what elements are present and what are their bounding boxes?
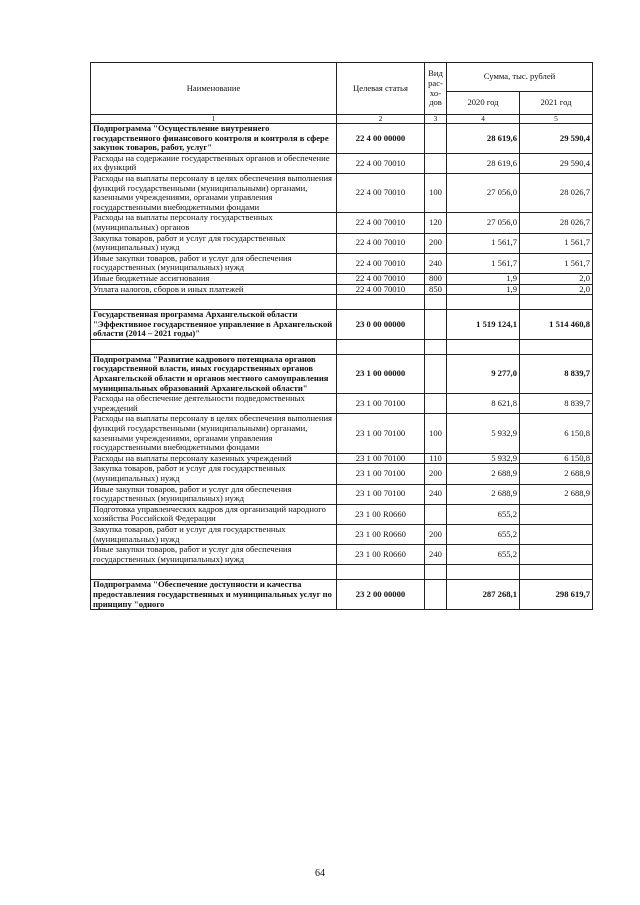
amount-2020-cell: 9 277,0 [447, 354, 520, 393]
header-year-2020: 2020 год [447, 92, 520, 115]
empty-cell [425, 339, 447, 354]
expense-type-cell [425, 394, 447, 414]
empty-cell [337, 339, 425, 354]
target-code-cell: 23 1 00 70100 [337, 414, 425, 453]
empty-cell [337, 295, 425, 310]
expense-type-cell [425, 153, 447, 173]
table-row [91, 233, 593, 253]
amount-2020-cell: 1 561,7 [447, 233, 520, 253]
target-code-cell: 23 1 00 R0660 [337, 504, 425, 524]
target-code-cell: 23 1 00 R0660 [337, 524, 425, 544]
empty-cell [520, 339, 593, 354]
amount-2021-cell [520, 545, 593, 565]
empty-cell [447, 339, 520, 354]
empty-cell [425, 565, 447, 580]
table-row [91, 414, 593, 453]
target-code-cell: 23 2 00 00000 [337, 580, 425, 610]
amount-2021-cell: 1 561,7 [520, 233, 593, 253]
name-cell: Иные закупки товаров, работ и услуг для обеспечения государственных (муниципальных) нужд [91, 545, 337, 565]
amount-2021-cell: 29 590,4 [520, 153, 593, 173]
name-cell: Закупка товаров, работ и услуг для государственных (муниципальных) нужд [91, 233, 337, 253]
amount-2021-cell: 8 839,7 [520, 354, 593, 393]
expense-type-cell: 110 [425, 453, 447, 464]
expense-type-cell [425, 354, 447, 393]
amount-2020-cell: 2 688,9 [447, 464, 520, 484]
amount-2020-cell: 655,2 [447, 545, 520, 565]
name-cell: Расходы на выплаты персоналу в целях обеспечения выполнения функций государственными (муниципальными) органами, казенными учреждениями, органами управления государственными внебюджетными фондами [91, 173, 337, 212]
amount-2020-cell: 5 932,9 [447, 453, 520, 464]
amount-2021-cell: 2 688,9 [520, 484, 593, 504]
table-row [91, 545, 593, 565]
amount-2021-cell: 8 839,7 [520, 394, 593, 414]
target-code-cell: 23 1 00 70100 [337, 464, 425, 484]
name-cell: Подпрограмма "Обеспечение доступности и качества предоставления государственных и муниципальных услуг по принципу "одного [91, 580, 337, 610]
table-row [91, 464, 593, 484]
table-row [91, 253, 593, 273]
expense-type-cell: 200 [425, 524, 447, 544]
name-cell: Подготовка управленческих кадров для организаций народного хозяйства Российской Федерации [91, 504, 337, 524]
target-code-cell: 23 1 00 00000 [337, 354, 425, 393]
table-row [91, 153, 593, 173]
amount-2021-cell: 2 688,9 [520, 464, 593, 484]
column-numbers-row [91, 115, 593, 124]
name-cell: Закупка товаров, работ и услуг для государственных (муниципальных) нужд [91, 524, 337, 544]
table-row [91, 124, 593, 154]
expense-type-cell: 800 [425, 273, 447, 284]
column-number: 2 [337, 115, 425, 124]
amount-2020-cell: 27 056,0 [447, 173, 520, 212]
empty-cell [425, 295, 447, 310]
table-row [91, 273, 593, 284]
column-number: 5 [520, 115, 593, 124]
amount-2021-cell [520, 504, 593, 524]
expense-type-cell: 240 [425, 545, 447, 565]
name-cell: Подпрограмма "Осуществление внутреннего государственного финансового контроля и контроля в сфере закупок товаров, работ, услуг" [91, 124, 337, 154]
table-row [91, 173, 593, 212]
name-cell: Закупка товаров, работ и услуг для государственных (муниципальных) нужд [91, 464, 337, 484]
amount-2021-cell [520, 524, 593, 544]
table-row [91, 504, 593, 524]
target-code-cell: 22 4 00 70010 [337, 173, 425, 212]
amount-2021-cell: 29 590,4 [520, 124, 593, 154]
target-code-cell: 23 1 00 70100 [337, 394, 425, 414]
amount-2020-cell: 1 561,7 [447, 253, 520, 273]
table-body [91, 115, 593, 610]
column-number: 3 [425, 115, 447, 124]
expense-type-cell: 240 [425, 253, 447, 273]
header-sum: Сумма, тыс. рублей [447, 63, 593, 92]
expense-type-cell: 850 [425, 284, 447, 295]
page-number: 64 [315, 868, 325, 879]
expense-type-cell: 120 [425, 213, 447, 233]
expense-type-cell: 240 [425, 484, 447, 504]
header-type: Вид рас-хо-дов [425, 63, 447, 115]
column-number: 1 [91, 115, 337, 124]
empty-cell [91, 295, 337, 310]
empty-cell [520, 565, 593, 580]
expense-type-cell [425, 504, 447, 524]
amount-2020-cell: 1,9 [447, 284, 520, 295]
table-row [91, 524, 593, 544]
name-cell: Расходы на выплаты персоналу казенных учреждений [91, 453, 337, 464]
table-row [91, 213, 593, 233]
amount-2020-cell: 28 619,6 [447, 124, 520, 154]
empty-cell [520, 295, 593, 310]
name-cell: Государственная программа Архангельской области "Эффективное государственное управление в Архангельской области (2014 – 2021 годы)" [91, 310, 337, 340]
target-code-cell: 23 1 00 70100 [337, 453, 425, 464]
name-cell: Подпрограмма "Развитие кадрового потенциала органов государственной власти, иных государственных органов Архангельской области и органов местного самоуправления муниципальных образований Архангельской области" [91, 354, 337, 393]
amount-2020-cell: 1 519 124,1 [447, 310, 520, 340]
amount-2020-cell: 28 619,6 [447, 153, 520, 173]
budget-table [90, 62, 593, 610]
expense-type-cell: 200 [425, 464, 447, 484]
amount-2020-cell: 287 268,1 [447, 580, 520, 610]
amount-2021-cell: 1 561,7 [520, 253, 593, 273]
name-cell: Расходы на выплаты персоналу государственных (муниципальных) органов [91, 213, 337, 233]
amount-2021-cell: 28 026,7 [520, 173, 593, 212]
spacer-row [91, 339, 593, 354]
expense-type-cell: 200 [425, 233, 447, 253]
table-row [91, 580, 593, 610]
expense-type-cell [425, 124, 447, 154]
expense-type-cell: 100 [425, 414, 447, 453]
target-code-cell: 22 4 00 70010 [337, 284, 425, 295]
name-cell: Расходы на содержание государственных органов и обеспечение их функций [91, 153, 337, 173]
target-code-cell: 23 1 00 R0660 [337, 545, 425, 565]
expense-type-cell: 100 [425, 173, 447, 212]
spacer-row [91, 565, 593, 580]
table-row [91, 284, 593, 295]
amount-2020-cell: 8 621,8 [447, 394, 520, 414]
amount-2020-cell: 2 688,9 [447, 484, 520, 504]
empty-cell [91, 339, 337, 354]
name-cell: Расходы на выплаты персоналу в целях обеспечения выполнения функций государственными (муниципальными) органами, казенными учреждениями, органами управления государственными внебюджетными фондами [91, 414, 337, 453]
target-code-cell: 23 1 00 70100 [337, 484, 425, 504]
target-code-cell: 22 4 00 70010 [337, 233, 425, 253]
amount-2021-cell: 28 026,7 [520, 213, 593, 233]
amount-2021-cell: 6 150,8 [520, 414, 593, 453]
amount-2021-cell: 1 514 460,8 [520, 310, 593, 340]
expense-type-cell [425, 310, 447, 340]
empty-cell [447, 295, 520, 310]
name-cell: Расходы на обеспечение деятельности подведомственных учреждений [91, 394, 337, 414]
column-number: 4 [447, 115, 520, 124]
empty-cell [337, 565, 425, 580]
name-cell: Иные бюджетные ассигнования [91, 273, 337, 284]
table-row [91, 354, 593, 393]
spacer-row [91, 295, 593, 310]
expense-type-cell [425, 580, 447, 610]
empty-cell [91, 565, 337, 580]
target-code-cell: 22 4 00 00000 [337, 124, 425, 154]
amount-2020-cell: 655,2 [447, 524, 520, 544]
table-row [91, 484, 593, 504]
amount-2020-cell: 655,2 [447, 504, 520, 524]
amount-2021-cell: 298 619,7 [520, 580, 593, 610]
target-code-cell: 22 4 00 70010 [337, 253, 425, 273]
target-code-cell: 23 0 00 00000 [337, 310, 425, 340]
name-cell: Иные закупки товаров, работ и услуг для обеспечения государственных (муниципальных) нужд [91, 484, 337, 504]
amount-2021-cell: 6 150,8 [520, 453, 593, 464]
table-row [91, 453, 593, 464]
name-cell: Уплата налогов, сборов и иных платежей [91, 284, 337, 295]
header-code: Целевая статья [337, 63, 425, 115]
name-cell: Иные закупки товаров, работ и услуг для обеспечения государственных (муниципальных) нужд [91, 253, 337, 273]
amount-2021-cell: 2,0 [520, 284, 593, 295]
header-year-2021: 2021 год [520, 92, 593, 115]
amount-2021-cell: 2,0 [520, 273, 593, 284]
amount-2020-cell: 1,9 [447, 273, 520, 284]
header-name: Наименование [91, 63, 337, 115]
amount-2020-cell: 5 932,9 [447, 414, 520, 453]
table-row [91, 394, 593, 414]
target-code-cell: 22 4 00 70010 [337, 273, 425, 284]
table-row [91, 310, 593, 340]
target-code-cell: 22 4 00 70010 [337, 153, 425, 173]
empty-cell [447, 565, 520, 580]
target-code-cell: 22 4 00 70010 [337, 213, 425, 233]
amount-2020-cell: 27 056,0 [447, 213, 520, 233]
